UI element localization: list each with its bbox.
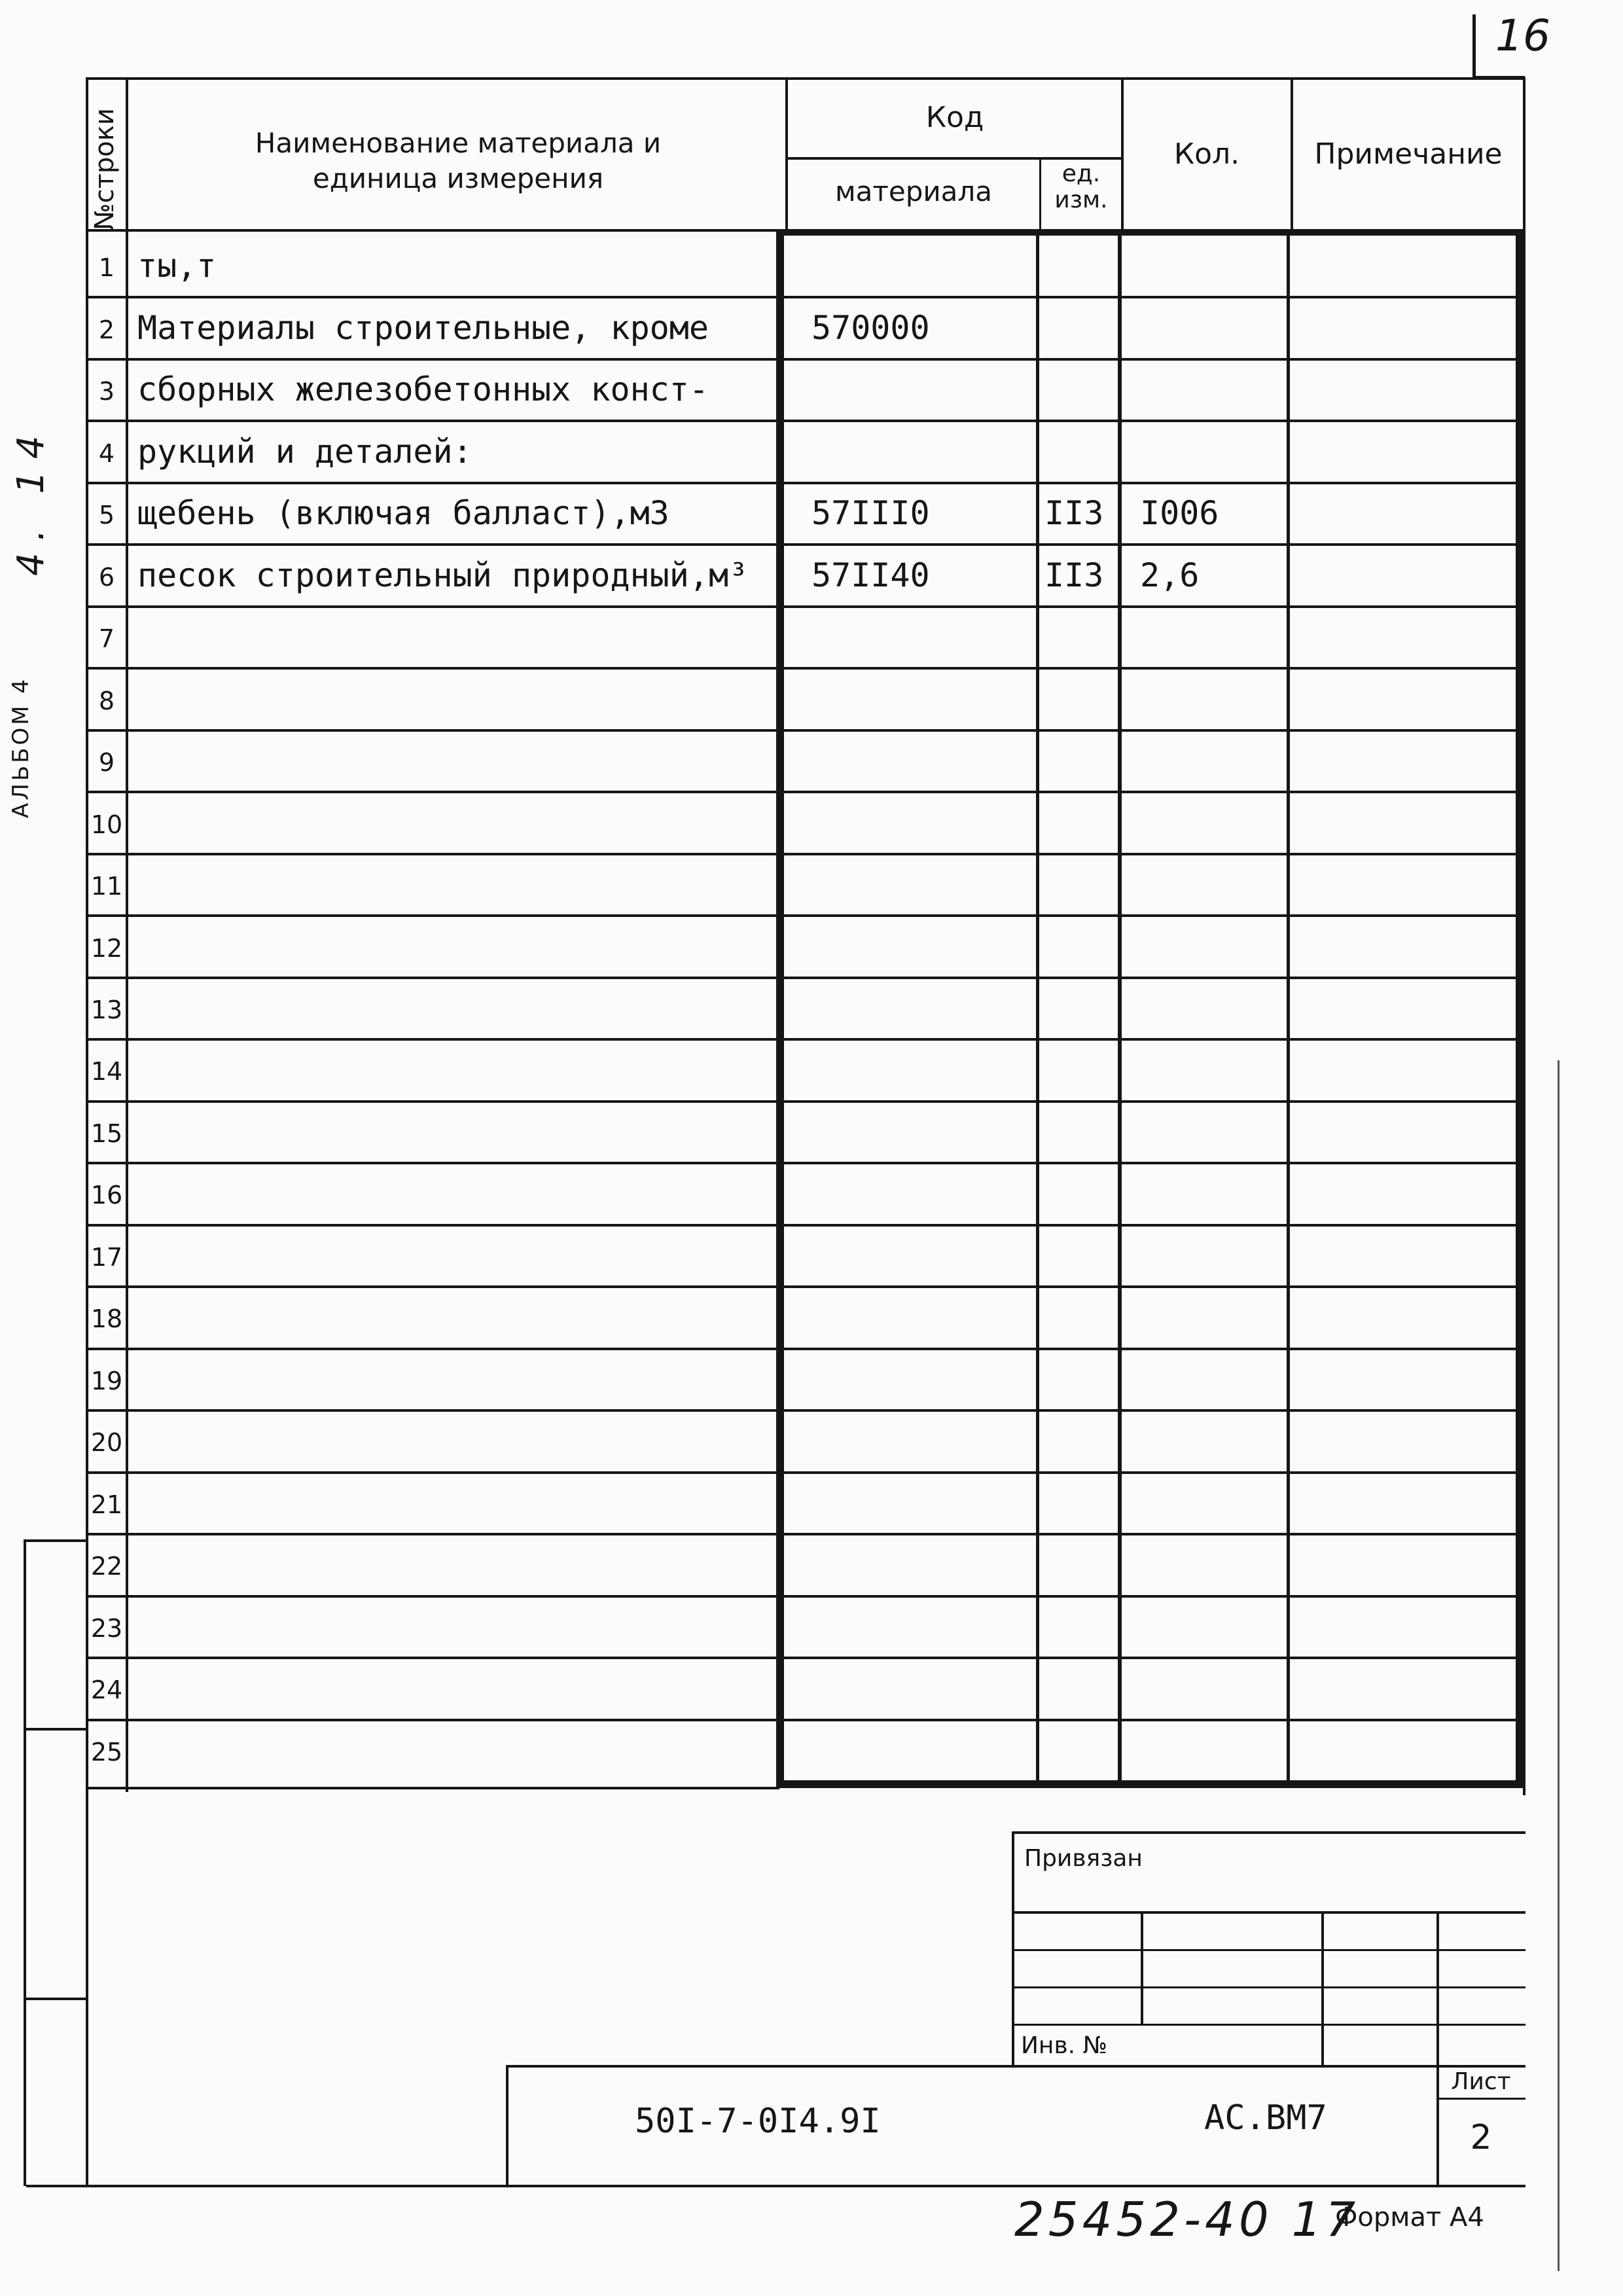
row-code: 57II40 [812,556,930,594]
row-number: 16 [90,1181,123,1210]
row-number: 22 [90,1552,123,1581]
header-code-material: материала [834,175,992,207]
row-separator [86,605,1523,608]
row-number: 4 [98,439,115,468]
row-number: 15 [90,1119,123,1148]
row-number: 10 [90,810,123,839]
row-separator [86,1595,1523,1598]
row-separator [86,729,1523,732]
album-mark: АЛЬБОМ 4 [8,676,34,818]
row-separator [86,420,1523,422]
row-number: 18 [90,1304,123,1333]
row-separator [86,1162,1523,1164]
thick-box-bottom [776,1780,1524,1788]
stamp-doc-code: 50I-7-0I4.9I [635,2102,881,2141]
album-mark-handwritten: 4. 14 [10,423,52,576]
row-separator [86,1224,1523,1227]
row-separator [86,1409,1523,1412]
stamp-sheet-label: Лист [1451,2068,1511,2095]
row-separator [86,914,1523,917]
row-number: 2 [98,315,115,344]
row-name: ты,т [137,247,217,285]
header-code-unit-line2: изм. [1054,187,1108,213]
row-qty: I006 [1140,494,1219,532]
row-number: 6 [98,563,115,592]
header-row-no: №строки [90,108,120,230]
page-number-handwritten: 16 [1495,10,1550,61]
footer-handwritten-number: 25452-40 17 [1014,2192,1360,2247]
frame-top [86,77,1525,80]
row-separator [86,667,1523,670]
row-name: сборных железобетонных конст- [137,370,709,408]
thick-box-right [1516,230,1524,1788]
row-number: 3 [98,377,115,406]
stamp-attached: Привязан [1024,1845,1143,1872]
row-number: 14 [90,1057,123,1086]
row-separator [86,1348,1523,1350]
row-separator [86,1533,1523,1535]
row-separator [86,1100,1523,1103]
row-name: Материалы строительные, кроме [137,309,709,347]
row-separator [86,1719,1523,1721]
row-separator [86,1471,1523,1474]
frame-bottom-left-ext [26,2185,1525,2187]
row-separator [86,853,1523,855]
row-number: 13 [90,996,123,1024]
row-separator [86,1285,1523,1288]
row-number: 11 [90,872,123,901]
row-separator [86,296,1523,298]
thick-box-left [776,230,784,1788]
row-separator [86,1657,1523,1659]
row-separator [86,1038,1523,1041]
header-note: Примечание [1314,137,1503,171]
header-code-unit-line1: ед. [1061,160,1101,187]
row-number: 7 [98,624,115,653]
row-separator [86,791,1523,793]
row-code: 57III0 [812,494,930,532]
header-code: Код [925,101,984,134]
stamp-inv-no: Инв. № [1021,2032,1108,2059]
row-number: 12 [90,934,123,963]
row-separator [86,543,1523,546]
row-number: 5 [98,501,115,529]
header-name-line1: Наименование материала и [255,127,662,159]
row-number: 23 [90,1614,123,1643]
footer-format: Формат А4 [1335,2202,1484,2233]
row-number: 19 [90,1367,123,1395]
header-qty: Кол. [1173,137,1240,171]
row-name: песок строительный природный,м³ [137,556,749,594]
row-separator [86,482,1523,484]
row-number: 25 [90,1738,123,1767]
row-separator [86,358,1523,361]
row-code: 570000 [812,309,930,347]
row-unit: II3 [1044,494,1104,532]
row-number: 9 [98,748,115,777]
stamp-doc-mark: АС.ВМ7 [1204,2098,1327,2138]
row-name: щебень (включая балласт),м3 [137,494,669,532]
row-number: 1 [98,253,115,282]
row-unit: II3 [1044,556,1104,594]
stamp-sheet-value: 2 [1470,2118,1492,2157]
row-qty: 2,6 [1140,556,1200,594]
row-name: рукций и деталей: [137,433,473,471]
row-number: 17 [90,1243,123,1272]
row-number: 24 [90,1676,123,1704]
header-name-line2: единица измерения [312,162,604,194]
row-separator [86,977,1523,979]
row-number: 21 [90,1490,123,1519]
thick-box-top [776,230,1524,236]
row-number: 20 [90,1428,123,1457]
row-number: 8 [98,687,115,715]
